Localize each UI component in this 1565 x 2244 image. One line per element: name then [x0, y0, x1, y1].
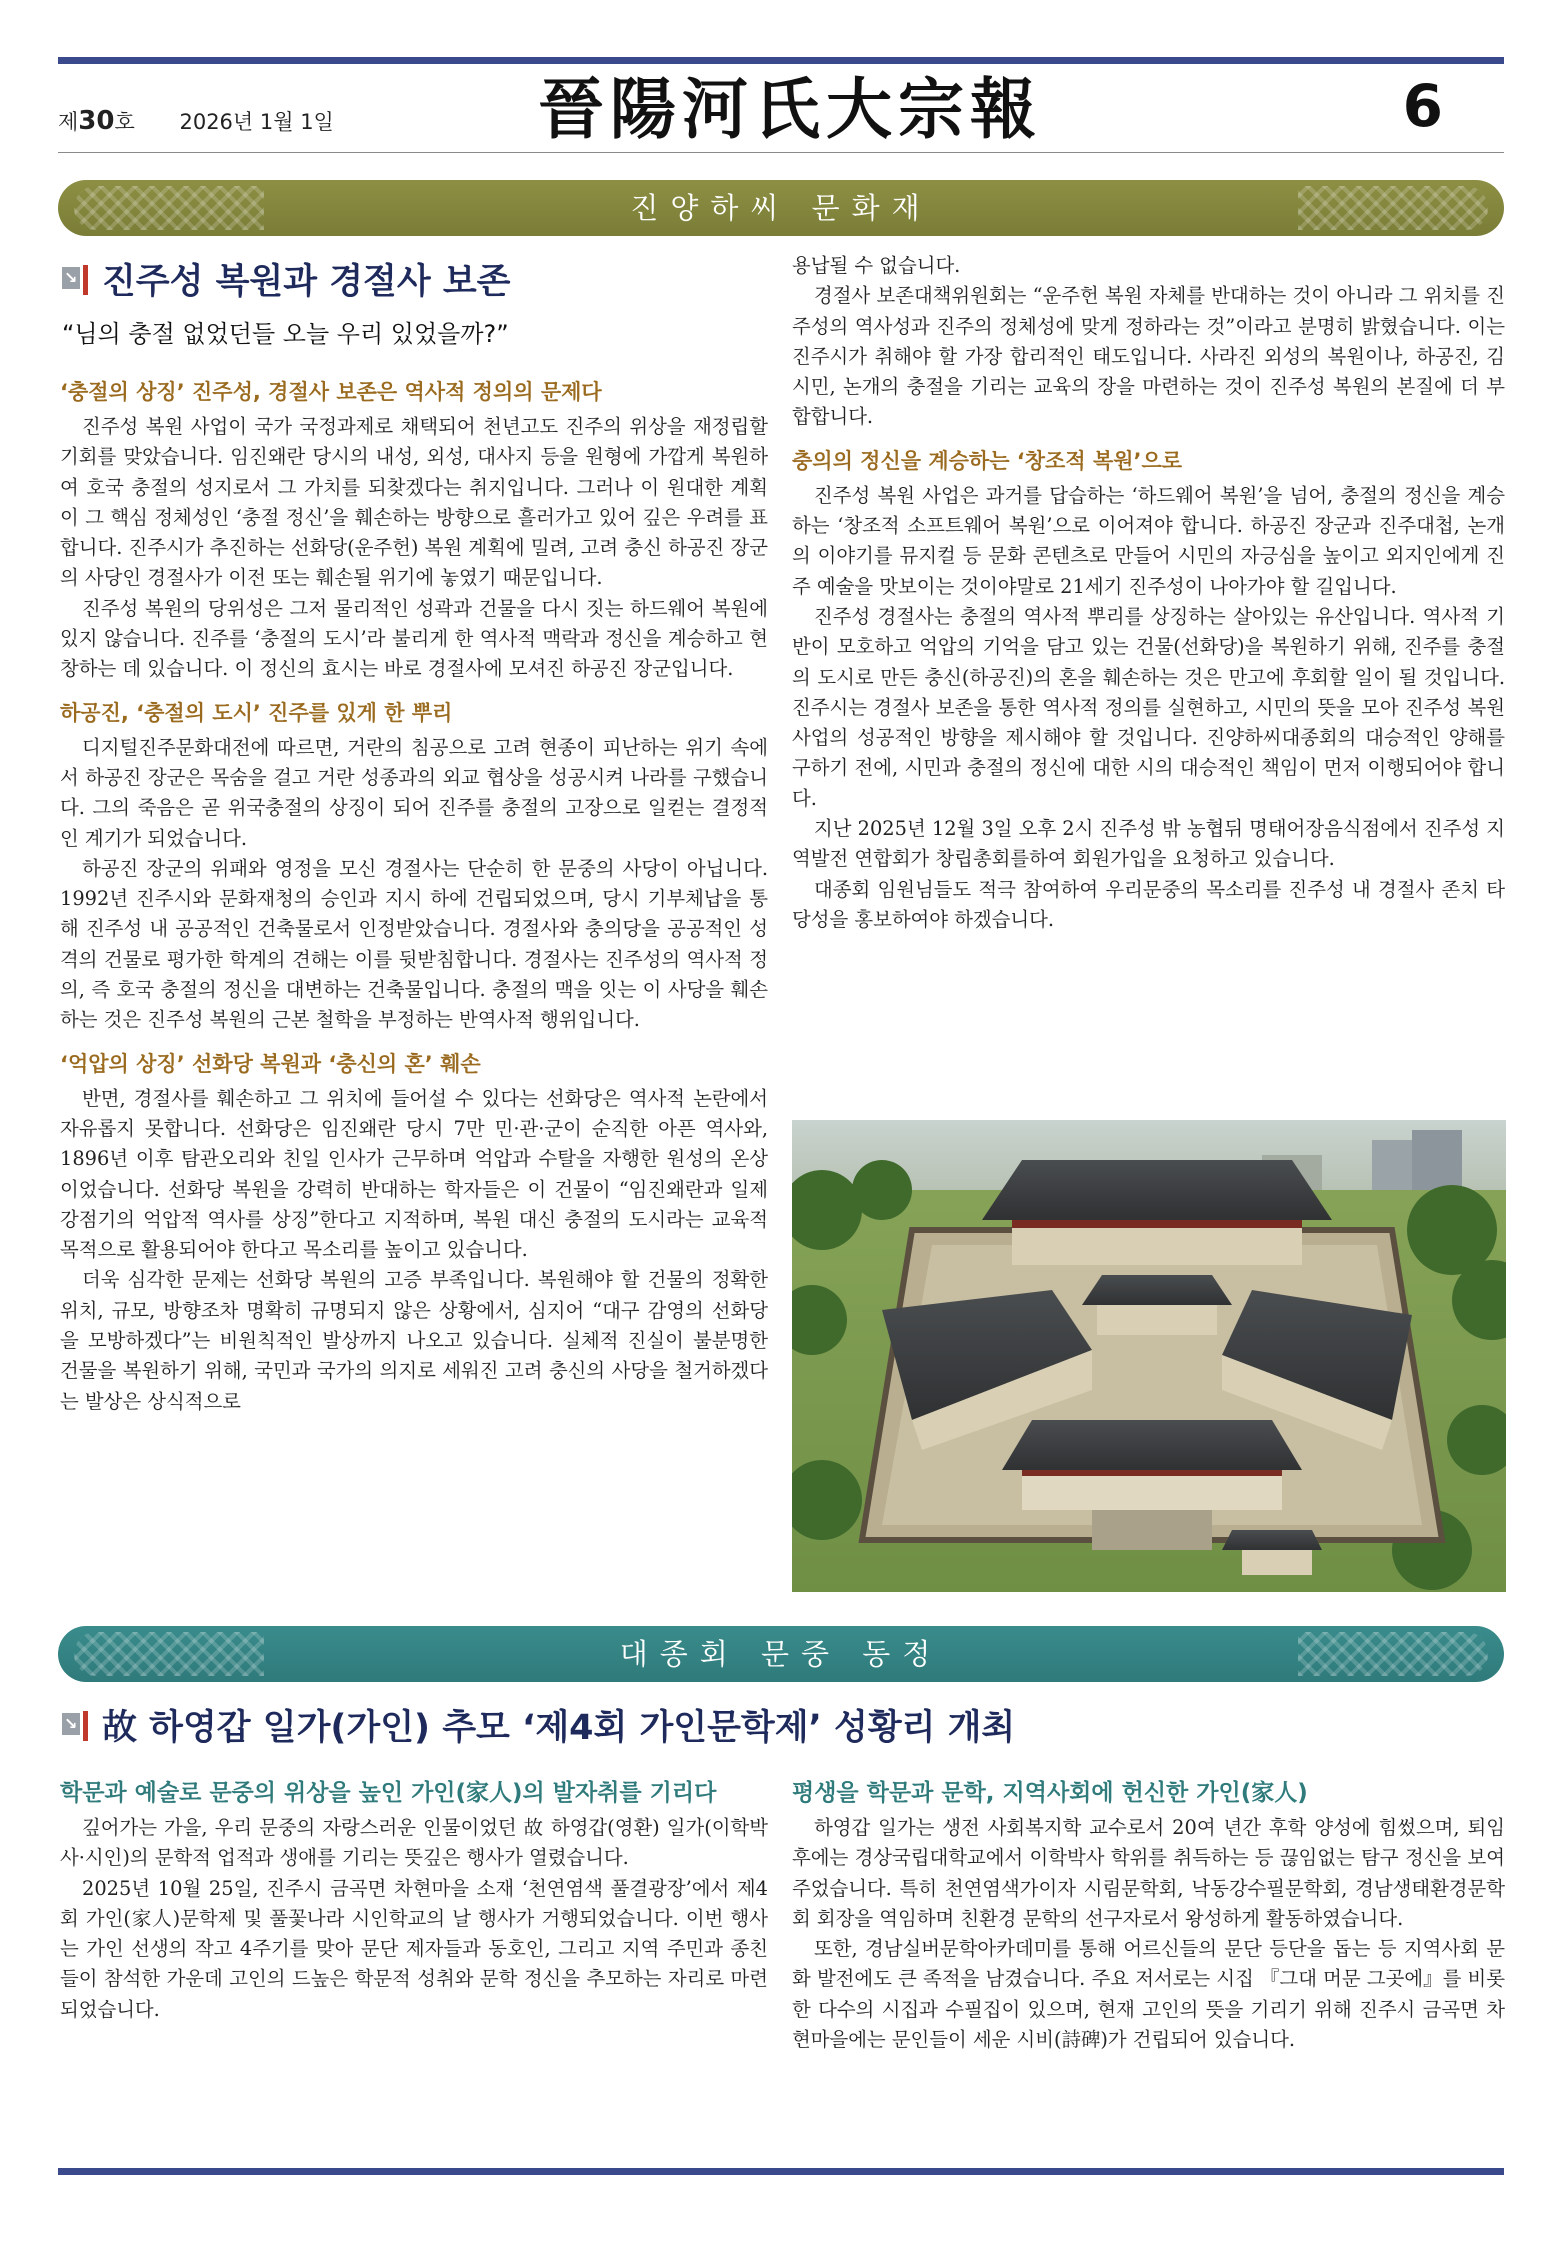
body-paragraph: 지난 2025년 12월 3일 오후 2시 진주성 밖 농협뒤 명태어장음식점에서 진주성 지역발전 연합회가 창립총회를하여 회원가입을 요청하고 있습니다. — [792, 817, 1505, 871]
banner-text: 진양하씨 문화재 — [630, 191, 932, 225]
issue-number: 30 — [78, 106, 115, 136]
banner-pattern-left — [74, 186, 264, 230]
issue-info — [58, 106, 334, 136]
body-paragraph: 디지털진주문화대전에 따르면, 거란의 침공으로 고려 현종이 피난하는 위기 속에서 하공진 장군은 목숨을 걸고 거란 성종과의 외교 협상을 성공시켜 나라를 구했습니다. 그의 죽음은 곧 위국충절의 상징이 되어 진주를 충절의 고장으로 일컫는 결정적인 계기가 되었습니다. — [60, 735, 768, 850]
banner-pattern-right — [1298, 1632, 1488, 1676]
section-subheading: ‘억압의 상징’ 선화당 복원과 ‘충신의 혼’ 훼손 — [60, 1051, 481, 1076]
article-headline — [62, 254, 510, 304]
headline-text: 故 하영갑 일가(가인) 추모 ‘제4회 가인문학제’ 성황리 개최 — [102, 1708, 1016, 1748]
body-paragraph: 진주성 복원의 당위성은 그저 물리적인 성곽과 건물을 다시 짓는 하드웨어 복원에 있지 않습니다. 진주를 ‘충절의 도시’라 불리게 한 역사적 맥락과 정신을 계승하고 현창하는 데 있습니다. 이 정신의 효시는 바로 경절사에 모셔진 하공진 장군입니다. — [60, 596, 768, 681]
article2-headline — [62, 1700, 1015, 1750]
page-number: 6 — [1402, 72, 1443, 140]
body-paragraph: 또한, 경남실버문학아카데미를 통해 어르신들의 문단 등단을 돕는 등 지역사회 문화 발전에도 큰 족적을 남겼습니다. 주요 저서로는 시집 『그대 머문 그곳에』를 비롯한 다수의 시집과 수필집이 있으며, 현재 고인의 뜻을 기리기 위해 진주시 금곡면 차현마을에는 문인들이 세운 시비(詩碑)가 건립되어 있습니다. — [792, 1937, 1505, 2052]
bottom-rule — [58, 2168, 1504, 2175]
section-subheading: 하공진, ‘충절의 도시’ 진주를 있게 한 뿌리 — [60, 700, 453, 725]
body-paragraph: 더욱 심각한 문제는 선화당 복원의 고증 부족입니다. 복원해야 할 건물의 정확한 위치, 규모, 방향조차 명확히 규명되지 않은 상황에서, 심지어 “대구 감영의 선화당을 모방하겠다”는 비원칙적인 발상까지 나오고 있습니다. 실체적 진실이 불분명한 건물을 복원하기 위해, 국민과 국가의 의지로 세워진 고려 충신의 사당을 철거하겠다는 발상은 상식적으로 — [60, 1268, 768, 1413]
article-right-column — [792, 251, 1505, 935]
headline-arrow-icon: ↘ — [62, 1711, 88, 1739]
section-banner-clan-news — [58, 1626, 1504, 1682]
section-subheading: 학문과 예술로 문중의 위상을 높인 가인(家人)의 발자취를 기리다 — [60, 1780, 717, 1806]
body-paragraph: 하공진 장군의 위패와 영정을 모신 경절사는 단순히 한 문중의 사당이 아닙니다. 1992년 진주시와 문화재청의 승인과 지시 하에 건립되었으며, 당시 기부체납을 통해 진주성 내 공공적인 건축물로서 인정받았습니다. 경절사와 충의당을 공공적인 성격의 건물로 평가한 학계의 견해는 이를 뒷받침합니다. 경절사는 진주성의 역사적 정의, 즉 호국 충절의 정신을 대변하는 건축물입니다. 충절의 맥을 잇는 이 사당을 훼손하는 것은 진주성 복원의 근본 철학을 부정하는 반역사적 행위입니다. — [60, 856, 768, 1032]
section-subheading: ‘충절의 상징’ 진주성, 경절사 보존은 역사적 정의의 문제다 — [60, 380, 602, 404]
masthead-title: 晉陽河氏大宗報 — [538, 70, 1042, 148]
body-paragraph: 반면, 경절사를 훼손하고 그 위치에 들어설 수 있다는 선화당은 역사적 논란에서 자유롭지 못합니다. 선화당은 임진왜란 당시 7만 민·관·군이 순직한 아픈 역사와, 1896년 이후 탐관오리와 친일 인사가 근무하며 억압과 수탈을 자행한 원성의 온상이었습니다. 선화당 복원을 강력히 반대하는 학자들은 이 건물이 “임진왜란과 일제강점기의 억압적 역사를 상징”한다고 지적하며, 복원 대신 충절의 도시라는 교육적 목적으로 활용되어야 한다고 목소리를 높이고 있습니다. — [60, 1086, 768, 1262]
gyeongjeolsa-aerial-photo — [792, 1120, 1506, 1592]
body-paragraph: 진주성 복원 사업은 과거를 답습하는 ‘하드웨어 복원’을 넘어, 충절의 정신을 계승하는 ‘창조적 소프트웨어 복원’으로 이어져야 합니다. 하공진 장군과 진주대첩, 논개의 이야기를 뮤지컬 등 문화 콘텐츠로 만들어 시민의 자긍심을 높이고 외지인에게 진주 예술을 맛보이는 것이야말로 21세기 진주성이 나아가야 할 길입니다. — [792, 483, 1505, 598]
banner-pattern-right — [1298, 186, 1488, 230]
body-paragraph: 용납될 수 없습니다. — [792, 254, 961, 277]
article-left-column — [60, 364, 768, 1417]
issue-prefix: 제 — [58, 110, 79, 134]
body-paragraph: 경절사 보존대책위원회는 “운주헌 복원 자체를 반대하는 것이 아니라 그 위치를 진주성의 역사성과 진주의 정체성에 맞게 정하라는 것”이라고 분명히 밝혔습니다. 이는 진주시가 취해야 할 가장 합리적인 태도입니다. 사라진 외성의 복원이나, 하공진, 김시민, 논개의 충절을 기리는 교육의 장을 마련하는 것이 진주성 복원의 본질에 더 부합합니다. — [792, 284, 1505, 429]
section-subheading: 평생을 학문과 문학, 지역사회에 헌신한 가인(家人) — [792, 1780, 1308, 1806]
body-paragraph: 진주성 경절사는 충절의 역사적 뿌리를 상징하는 살아있는 유산입니다. 역사적 기반이 모호하고 억압의 기억을 담고 있는 건물(선화당)을 복원하기 위해, 진주를 충절의 도시로 만든 충신(하공진)의 혼을 훼손하는 것은 만고에 후회할 일이 될 것입니다. 진주시는 경절사 보존을 통한 역사적 정의를 실현하고, 시민의 뜻을 모아 진주성 복원 사업의 성공적인 방향을 제시해야 할 것입니다. 진양하씨대종회의 대승적인 양해를 구하기 전에, 시민과 충절의 정신에 대한 시의 대승적인 책임이 먼저 이행되어야 합니다. — [792, 604, 1505, 810]
article-subheadline: “님의 충절 없었던들 오늘 우리 있었을까?” — [62, 320, 509, 348]
article2-right-column — [792, 1762, 1505, 2055]
body-paragraph: 대종회 임원님들도 적극 참여하여 우리문중의 목소리를 진주성 내 경절사 존치 타당성을 홍보하여야 하겠습니다. — [792, 877, 1505, 931]
issue-date: 2026년 1월 1일 — [179, 110, 334, 134]
body-paragraph: 깊어가는 가을, 우리 문중의 자랑스러운 인물이었던 故 하영갑(영환) 일가(이학박사·시인)의 문학적 업적과 생애를 기리는 뜻깊은 행사가 열렸습니다. — [60, 1816, 768, 1870]
banner-text: 대종회 문중 동정 — [619, 1637, 943, 1671]
top-rule — [58, 57, 1504, 64]
header-divider — [58, 152, 1504, 153]
section-subheading: 충의의 정신을 계승하는 ‘창조적 복원’으로 — [792, 448, 1183, 473]
section-banner-heritage — [58, 180, 1504, 236]
banner-pattern-left — [74, 1632, 264, 1676]
issue-suffix: 호 — [114, 110, 135, 134]
article2-left-column — [60, 1762, 768, 2025]
body-paragraph: 하영갑 일가는 생전 사회복지학 교수로서 20여 년간 후학 양성에 힘썼으며, 퇴임 후에는 경상국립대학교에서 이학박사 학위를 취득하는 등 끊임없는 탐구 정신을 보여주었습니다. 특히 천연염색가이자 시림문학회, 낙동강수필문학회, 경남생태환경문학회 회장을 역임하며 친환경 문학의 선구자로서 왕성하게 활동하였습니다. — [792, 1816, 1505, 1930]
headline-arrow-icon: ↘ — [62, 265, 88, 293]
body-paragraph: 진주성 복원 사업이 국가 국정과제로 채택되어 천년고도 진주의 위상을 재정립할 기회를 맞았습니다. 임진왜란 당시의 내성, 외성, 대사지 등을 원형에 가깝게 복원하여 호국 충절의 성지로서 그 가치를 되찾겠다는 취지입니다. 그러나 이 원대한 계획이 그 핵심 정체성인 ‘충절 정신’을 훼손하는 방향으로 흘러가고 있어 깊은 우려를 표합니다. 진주시가 추진하는 선화당(운주헌) 복원 계획에 밀려, 고려 충신 하공진 장군의 사당인 경절사가 이전 또는 훼손될 위기에 놓였기 때문입니다. — [60, 415, 768, 590]
headline-text: 진주성 복원과 경절사 보존 — [102, 262, 511, 302]
body-paragraph: 2025년 10월 25일, 진주시 금곡면 차현마을 소재 ‘천연염색 풀결광장’에서 제4회 가인(家人)문학제 및 풀꽃나라 시인학교의 날 행사가 거행되었습니다. 이번 행사는 가인 선생의 작고 4주기를 맞아 문단 제자들과 동호인, 그리고 지역 주민과 종친들이 참석한 가운데 고인의 드높은 학문적 성취와 문학 정신을 추모하는 자리로 마련되었습니다. — [60, 1876, 768, 2021]
